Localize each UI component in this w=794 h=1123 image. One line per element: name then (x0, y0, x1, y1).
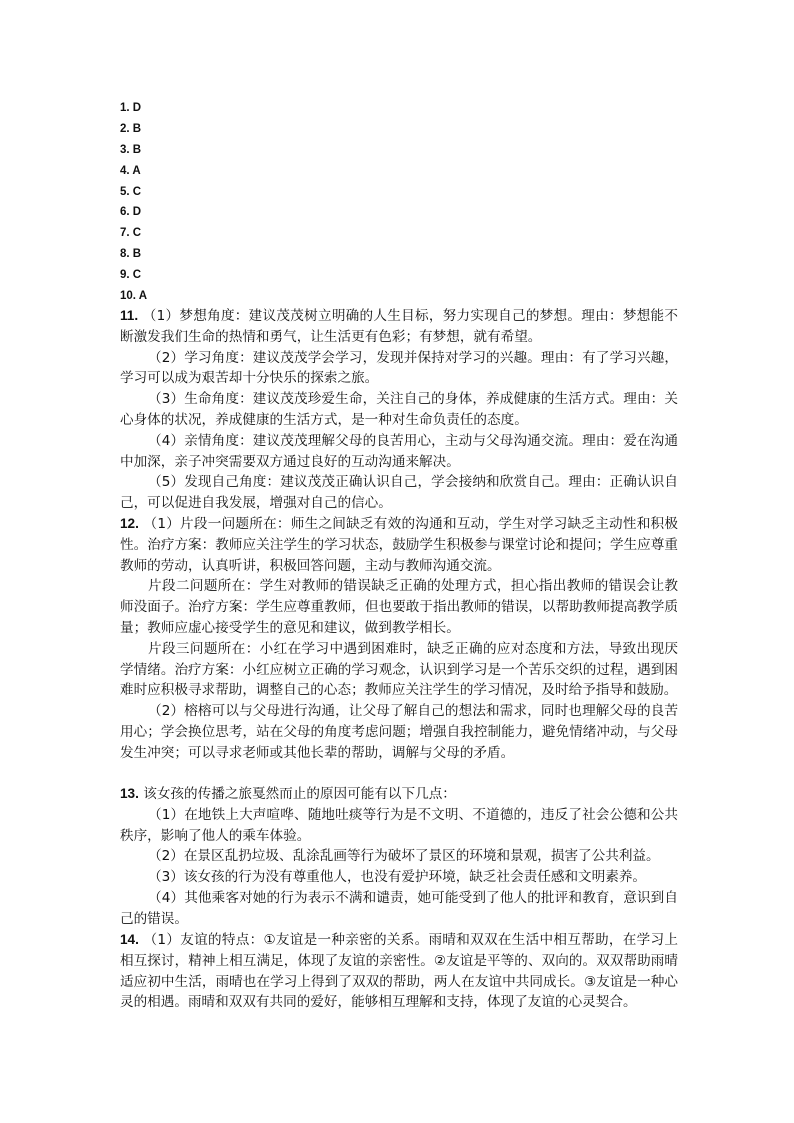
multiple-choice-answers (120, 98, 680, 307)
q11-para-1: 11. （1）梦想角度：建议茂茂树立明确的人生目标，努力实现自己的梦想。理由：梦想能不断激发我们生命的热情和勇气，让生活更有色彩；有梦想，就有希望。 (120, 308, 678, 345)
answer-line-3: 3. B (120, 143, 142, 156)
q12-para-3: 片段三问题所在：小红在学习中遇到困难时，缺乏正确的应对态度和方法，导致出现厌学情绪。治疗方案：小红应树立正确的学习观念，认识到学习是一个苦乐交织的过程，遇到困难时应积极寻求帮助，调整自己的心态；教师应关注学生的学习情况，及时给予指导和鼓励。 (120, 640, 678, 699)
q11-para-5: （5）发现自己角度：建议茂茂正确认识自己，学会接纳和欣赏自己。理由：正确认识自己，可以促进自我发展，增强对自己的信心。 (120, 474, 678, 512)
question-12 (120, 514, 678, 764)
answer-line-4: 4. A (120, 164, 141, 177)
answer-line-5: 5. C (120, 185, 142, 198)
q12-para-4: （2）榕榕可以与父母进行沟通，让父母了解自己的想法和需求，同时也理解父母的良苦用心；学会换位思考，站在父母的角度考虑问题；增强自我控制能力，避免情绪冲动，与父母发生冲突；可以寻求老师或其他长辈的帮助，调解与父母的矛盾。 (120, 703, 678, 761)
q13-para-1: （1）在地铁上大声喧哗、随地吐痰等行为是不文明、不道德的，违反了社会公德和公共秩序，影响了他人的乘车体验。 (120, 806, 678, 844)
q11-para-3: （3）生命角度：建议茂茂珍爱生命，关注自己的身体，养成健康的生活方式。理由：关心身体的状况，养成健康的生活方式，是一种对生命负责任的态度。 (120, 391, 678, 428)
answer-line-10: 10. A (120, 290, 148, 303)
answer-line-7: 7. C (120, 227, 142, 240)
question-14 (120, 930, 678, 1013)
q14-para-1: 14. （1）友谊的特点：①友谊是一种亲密的关系。雨晴和双双在生活中相互帮助，在学习上相互探讨，精神上相互满足，体现了友谊的亲密性。②友谊是平等的、双向的。双双帮助雨晴适应初中生活，雨晴也在学习上得到了双双的帮助，两人在友谊中共同成长。③友谊是一种心灵的相遇。雨晴和双双有共同的爱好，能够相互理解和支持，体现了友谊的心灵契合。 (120, 932, 678, 1011)
q11-para-4: （4）亲情角度：建议茂茂理解父母的良苦用心，主动与父母沟通交流。理由：爱在沟通中加深，亲子冲突需要双方通过良好的互动沟通来解决。 (120, 432, 678, 470)
question-11 (120, 306, 678, 514)
question-13 (120, 784, 678, 930)
q12-para-2: 片段二问题所在：学生对教师的错误缺乏正确的处理方式，担心指出教师的错误会让教师没面子。治疗方案：学生应尊重教师，但也要敢于指出教师的错误，以帮助教师提高教学质量；教师应虚心接受学生的意见和建议，做到教学相长。 (120, 578, 678, 636)
q12-para-1: 12. （1）片段一问题所在：师生之间缺乏有效的沟通和互动，学生对学习缺乏主动性和积极性。治疗方案：教师应关注学生的学习状态，鼓励学生积极参与课堂讨论和提问；学生应尊重教师的劳动，认真听讲，积极回答问题，主动与教师沟通交流。 (120, 516, 678, 574)
q13-intro: 13. 该女孩的传播之旅戛然而止的原因可能有以下几点： (120, 786, 456, 802)
q11-para-2: （2）学习角度：建议茂茂学会学习，发现并保持对学习的兴趣。理由：有了学习兴趣，学习可以成为艰苦却十分快乐的探索之旅。 (120, 349, 678, 387)
answer-line-1: 1. D (120, 102, 142, 114)
answer-line-6: 6. D (120, 206, 142, 219)
answer-line-2: 2. B (120, 122, 142, 135)
q13-para-2: （2）在景区乱扔垃圾、乱涂乱画等行为破坏了景区的环境和景观，损害了公共利益。 (148, 848, 660, 865)
q13-para-4: （4）其他乘客对她的行为表示不满和谴责，她可能受到了他人的批评和教育，意识到自己的错误。 (120, 889, 678, 927)
q13-para-3: （3）该女孩的行为没有尊重他人，也没有爱护环境，缺乏社会责任感和文明素养。 (148, 869, 647, 886)
answer-line-9: 9. C (120, 269, 142, 282)
answer-line-8: 8. B (120, 248, 142, 261)
